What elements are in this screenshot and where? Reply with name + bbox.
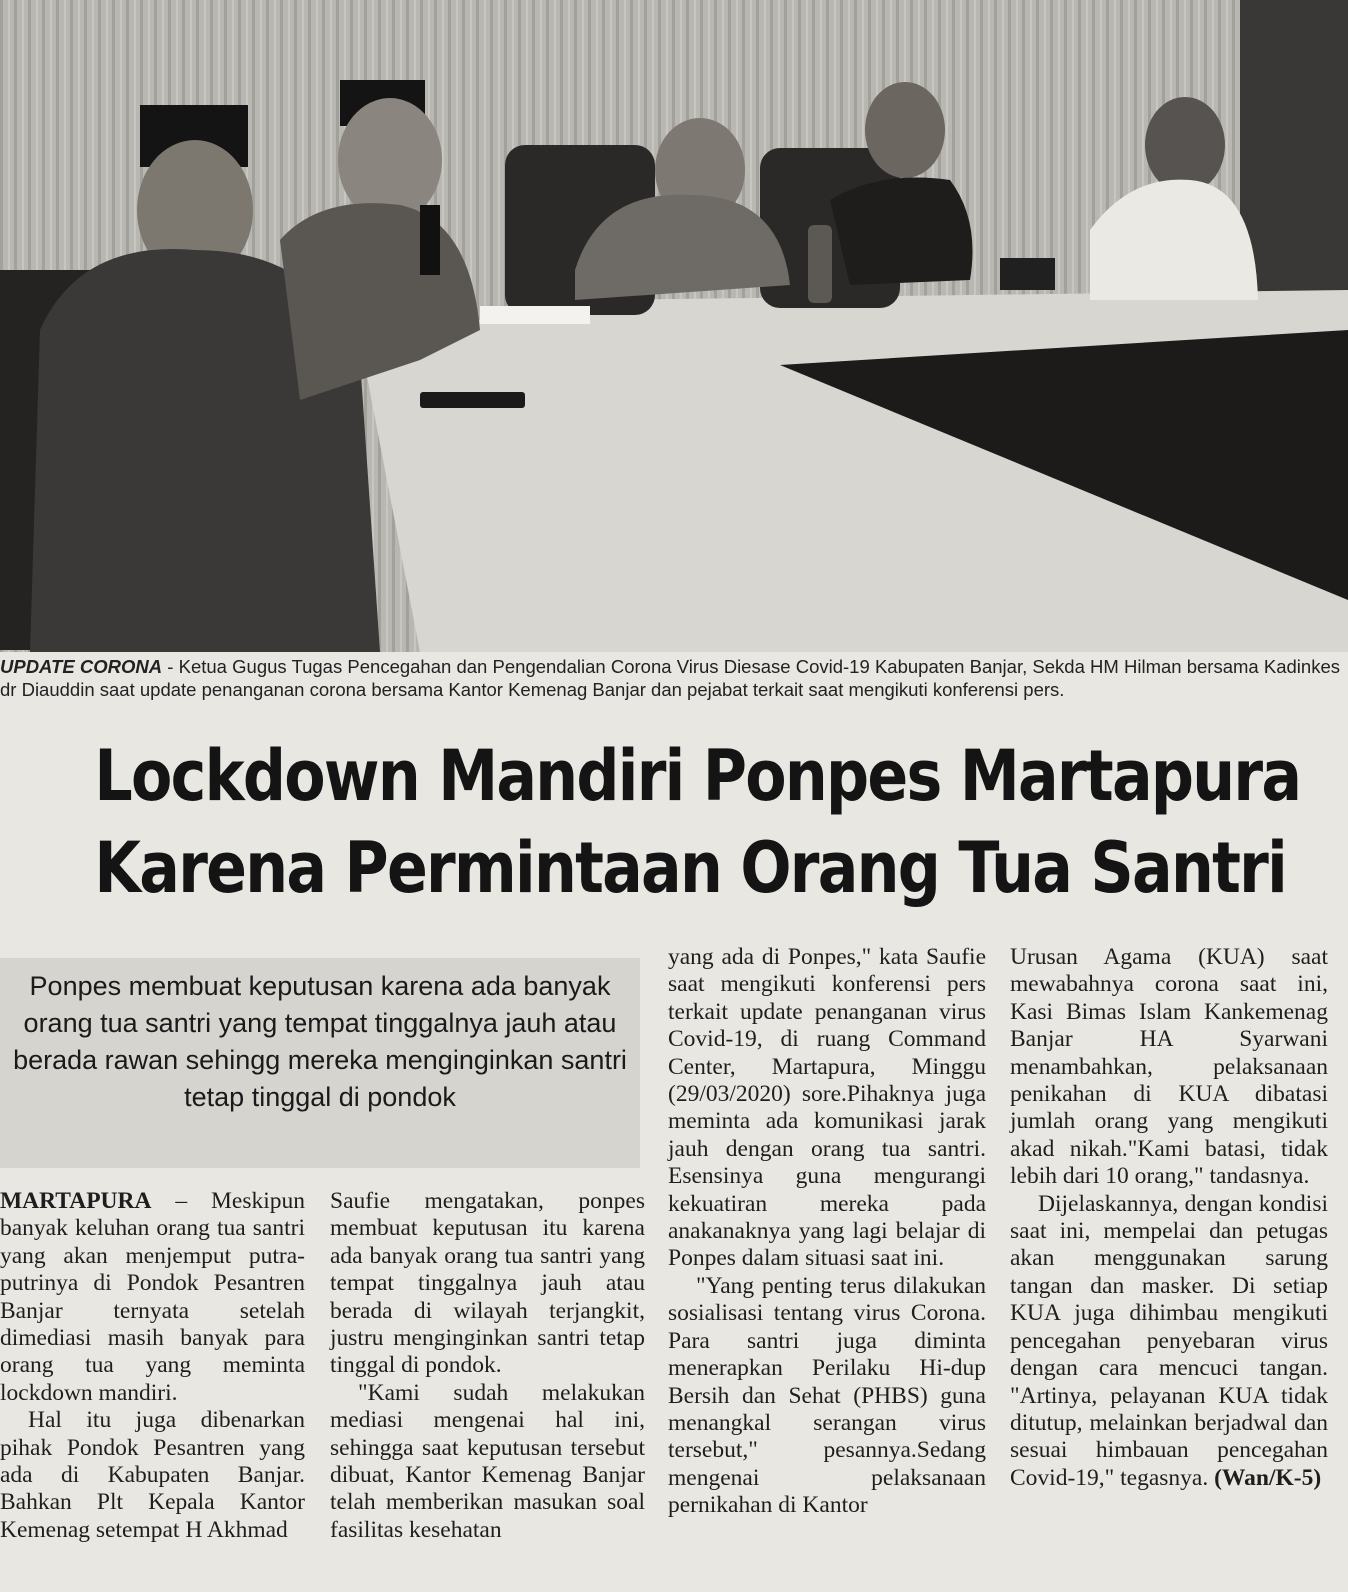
caption-tag: UPDATE CORONA [0,656,163,677]
paragraph: Saufie mengatakan, ponpes membuat keputusan itu karena ada banyak orang tua santri yang tempat tinggalnya jauh atau berada di wilayah terjangkit, justru menginginkan santri tetap tinggal di pondok. [330,1188,645,1379]
press-conference-photo [0,0,1348,652]
headline-line-2: Karena Permintaan Orang Tua Santri [94,827,1287,909]
paragraph: yang ada di Ponpes," kata Saufie saat mengikuti konferensi pers terkait update penanganan virus Covid-19, di ruang Command Center, Martapura, Minggu (29/03/2020) sore.Pihaknya juga meminta ada komunikasi jarak jauh dengan orang tua santri. Esensinya guna mengurangi kekuatiran mereka pada anakanaknya yang lagi belajar di Ponpes dalam situasi saat ini. [668,944,986,1272]
headline-line-1: Lockdown Mandiri Ponpes Martapura [94,735,1301,817]
caption-text: - Ketua Gugus Tugas Pencegahan dan Pengendalian Corona Virus Diesase Covid-19 Kabupaten Banjar, Sekda HM Hilman bersama Kadinkes dr Diauddin saat update penanganan corona bersama Kantor Kemenag Banjar dan pejabat terkait saat mengikuti konferensi pers. [0,656,1340,700]
paragraph [0,1188,305,1407]
body-column-4 [1010,944,1328,1492]
body-column-3 [668,944,986,1520]
body-column-2 [330,1188,645,1544]
paragraph: "Kami sudah melakukan mediasi mengenai hal ini, sehingga saat keputusan tersebut dibuat, Kantor Kemenag Banjar telah memberikan masukan soal fasilitas kesehatan [330,1379,645,1543]
photo-illustration [0,0,1348,652]
paragraph: "Yang penting terus dilakukan sosialisasi tentang virus Corona. Para santri juga diminta menerapkan Perilaku Hi-dup Bersih dan Sehat (PHBS) guna menangkal serangan virus tersebut," pesannya.Sedang mengenai pelaksanaan pernikahan di Kantor [668,1272,986,1519]
dateline: MARTAPURA [0,1188,152,1214]
body-column-1 [0,1188,305,1544]
paragraph: Urusan Agama (KUA) saat mewabahnya corona saat ini, Kasi Bimas Islam Kankemenag Banjar HA Syarwani menambahkan, pelaksanaan penikahan di KUA dibatasi jumlah orang yang mengikuti akad nikah."Kami batasi, tidak lebih dari 10 orang," tandasnya. [1010,944,1328,1190]
article-headline [94,730,1301,914]
photo-caption [0,655,1340,701]
author-signature: (Wan/K-5) [1214,1464,1322,1491]
paragraph: Hal itu juga dibenarkan pihak Pondok Pesantren yang ada di Kabupaten Banjar. Bahkan Plt Kepala Kantor Kemenag setempat H Akhmad [0,1407,305,1543]
paragraph-text: – Meskipun banyak keluhan orang tua santri yang akan menjemput putra-putrinya di Pondok Pesantren Banjar ternyata setelah dimediasi masih banyak para orang tua yang meminta lockdown mandiri. [0,1188,305,1406]
paragraph-text: Dijelaskannya, dengan kondisi saat ini, mempelai dan petugas akan menggunakan sarung tangan dan masker. Di setiap KUA juga dihimbau mengikuti pencegahan penyebaran virus dengan cara mencuci tangan. "Artinya, pelayanan KUA tidak ditutup, melainkan berjadwal dan sesuai himbauan pencegahan Covid-19," tegasnya. [1010,1190,1328,1491]
article-lede: Ponpes membuat keputusan karena ada banyak orang tua santri yang tempat tinggalnya jauh atau berada rawan sehingg mereka menginginkan santri tetap tinggal di pondok [13,971,627,1112]
paragraph [1010,1191,1328,1492]
